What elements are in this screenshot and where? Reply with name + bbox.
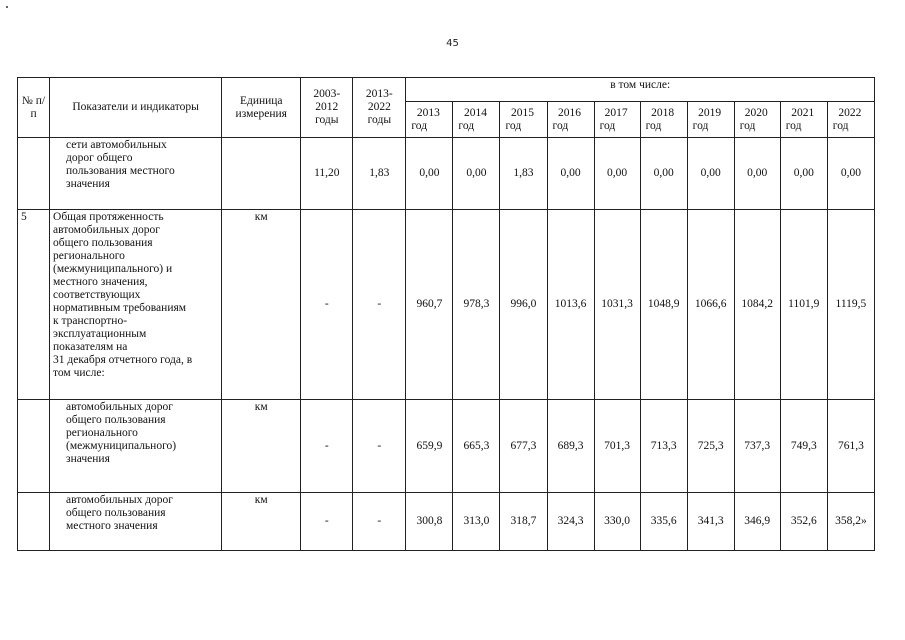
year-value-2020: 346,9 (734, 493, 780, 551)
period-2013-2022-value: - (353, 210, 406, 400)
header-year-value: 2021 (791, 106, 815, 119)
year-value-2019: 1066,6 (687, 210, 734, 400)
year-value-2021: 749,3 (780, 400, 827, 493)
header-year-value: 2017 (604, 106, 628, 119)
indicator-line: автомобильных дорог (53, 224, 161, 236)
header-year-2015 (500, 102, 547, 138)
header-group (406, 78, 875, 102)
header-year-2017 (594, 102, 640, 138)
header-year-value: 2022 (838, 106, 862, 119)
header-year-value: 2020 (744, 106, 768, 119)
year-value-2017: 0,00 (594, 138, 640, 210)
indicator-line: местного значения, (53, 276, 148, 288)
year-value-2022: 0,00 (827, 138, 874, 210)
header-year-suffix: год (411, 119, 428, 132)
indicator-line: значения (66, 453, 110, 465)
indicator-line: общего пользования (66, 414, 166, 426)
indicator-line: (межмуниципального) и (53, 263, 173, 275)
year-value-2013: 960,7 (406, 210, 453, 400)
indicator-line: дорог общего (66, 152, 133, 164)
year-value-2021: 0,00 (780, 138, 827, 210)
header-2013-2022 (353, 78, 406, 138)
year-value-2013: 659,9 (406, 400, 453, 493)
year-value-2016: 1013,6 (547, 210, 594, 400)
scan-mark (6, 6, 8, 8)
unit-cell: км (222, 210, 301, 400)
indicator-line: пользования местного (66, 165, 175, 177)
header-year-value: 2013 (416, 106, 440, 119)
indicator-name (50, 210, 222, 400)
year-value-2016: 0,00 (547, 138, 594, 210)
unit-cell: км (222, 493, 301, 551)
period-2013-2022-value: 1,83 (353, 138, 406, 210)
indicators-table (17, 77, 875, 551)
indicator-line: 31 декабря отчетного года, в (53, 354, 193, 366)
year-value-2022: 761,3 (827, 400, 874, 493)
year-value-2014: 665,3 (453, 400, 500, 493)
year-value-2018: 0,00 (640, 138, 687, 210)
year-value-2020: 0,00 (734, 138, 780, 210)
indicator-line: том числе: (53, 367, 105, 379)
header-unit-label: Единица измерения (235, 94, 287, 120)
indicator-line: общего пользования (53, 237, 153, 249)
header-row-1 (18, 78, 875, 102)
header-year-suffix: год (739, 119, 756, 132)
table-row (18, 400, 875, 493)
header-year-2019 (687, 102, 734, 138)
indicator-line: нормативным требованиям (53, 302, 187, 314)
row-number (18, 138, 50, 210)
table-row (18, 138, 875, 210)
header-2003-2012-label: 2003-2012 годы (313, 88, 341, 126)
header-year-2014 (453, 102, 500, 138)
header-year-value: 2019 (698, 106, 722, 119)
header-year-2016 (547, 102, 594, 138)
header-year-suffix: год (552, 119, 569, 132)
year-value-2015: 677,3 (500, 400, 547, 493)
header-year-2021 (780, 102, 827, 138)
year-value-2017: 1031,3 (594, 210, 640, 400)
year-value-2014: 313,0 (453, 493, 500, 551)
year-value-2013: 300,8 (406, 493, 453, 551)
header-no-label: № п/п (21, 94, 46, 120)
year-value-2017: 701,3 (594, 400, 640, 493)
year-value-2018: 1048,9 (640, 210, 687, 400)
year-value-2019: 341,3 (687, 493, 734, 551)
row-number: 5 (18, 210, 50, 400)
page-number: 45 (446, 38, 459, 49)
indicator-line: общего пользования (66, 507, 166, 519)
header-year-2013 (406, 102, 453, 138)
year-value-2019: 725,3 (687, 400, 734, 493)
header-year-suffix: год (505, 119, 522, 132)
year-value-2015: 996,0 (500, 210, 547, 400)
indicator-line: автомобильных дорог (66, 401, 174, 413)
year-value-2020: 737,3 (734, 400, 780, 493)
unit-cell: км (222, 400, 301, 493)
year-value-2013: 0,00 (406, 138, 453, 210)
header-group-label: в том числе: (610, 79, 671, 91)
table-row (18, 493, 875, 551)
year-value-2021: 1101,9 (780, 210, 827, 400)
unit-cell (222, 138, 301, 210)
year-value-2018: 335,6 (640, 493, 687, 551)
header-2013-2022-label: 2013-2022 годы (365, 88, 393, 126)
row-number (18, 400, 50, 493)
period-2003-2012-value: - (301, 493, 353, 551)
year-value-2019: 0,00 (687, 138, 734, 210)
year-value-2018: 713,3 (640, 400, 687, 493)
year-value-2014: 978,3 (453, 210, 500, 400)
indicator-line: Общая протяженность (53, 211, 164, 223)
header-year-value: 2018 (651, 106, 675, 119)
header-year-suffix: год (458, 119, 475, 132)
year-value-2016: 689,3 (547, 400, 594, 493)
year-value-2022: 1119,5 (827, 210, 874, 400)
header-year-suffix: год (832, 119, 849, 132)
header-year-suffix: год (645, 119, 662, 132)
header-year-value: 2016 (558, 106, 582, 119)
indicator-name (50, 493, 222, 551)
indicator-line: местного значения (66, 520, 158, 532)
indicator-line: регионального (66, 427, 138, 439)
year-value-2016: 324,3 (547, 493, 594, 551)
year-value-2022: 358,2» (827, 493, 874, 551)
period-2013-2022-value: - (353, 400, 406, 493)
indicator-line: автомобильных дорог (66, 494, 174, 506)
year-value-2020: 1084,2 (734, 210, 780, 400)
period-2003-2012-value: - (301, 400, 353, 493)
header-unit (222, 78, 301, 138)
year-value-2015: 318,7 (500, 493, 547, 551)
header-year-2022 (827, 102, 874, 138)
year-value-2017: 330,0 (594, 493, 640, 551)
indicator-line: регионального (53, 250, 125, 262)
year-value-2021: 352,6 (780, 493, 827, 551)
year-value-2014: 0,00 (453, 138, 500, 210)
indicator-line: соответствующих (53, 289, 141, 301)
indicator-line: эксплуатационным (53, 328, 147, 340)
table-row (18, 210, 875, 400)
header-year-suffix: год (692, 119, 709, 132)
row-number (18, 493, 50, 551)
indicator-name (50, 138, 222, 210)
header-year-2018 (640, 102, 687, 138)
header-no (18, 78, 50, 138)
header-year-suffix: год (785, 119, 802, 132)
period-2003-2012-value: - (301, 210, 353, 400)
indicator-name (50, 400, 222, 493)
indicator-line: значения (66, 178, 110, 190)
indicator-line: к транспортно- (53, 315, 128, 327)
header-indicator (50, 78, 222, 138)
header-indicator-label: Показатели и индикаторы (72, 101, 199, 113)
header-year-2020 (734, 102, 780, 138)
year-value-2015: 1,83 (500, 138, 547, 210)
header-year-suffix: год (599, 119, 616, 132)
indicator-line: показателям на (53, 341, 128, 353)
header-year-value: 2014 (463, 106, 487, 119)
indicator-line: (межмуниципального) (66, 440, 177, 452)
period-2003-2012-value: 11,20 (301, 138, 353, 210)
header-2003-2012 (301, 78, 353, 138)
header-year-value: 2015 (510, 106, 534, 119)
indicator-line: сети автомобильных (66, 139, 167, 151)
period-2013-2022-value: - (353, 493, 406, 551)
